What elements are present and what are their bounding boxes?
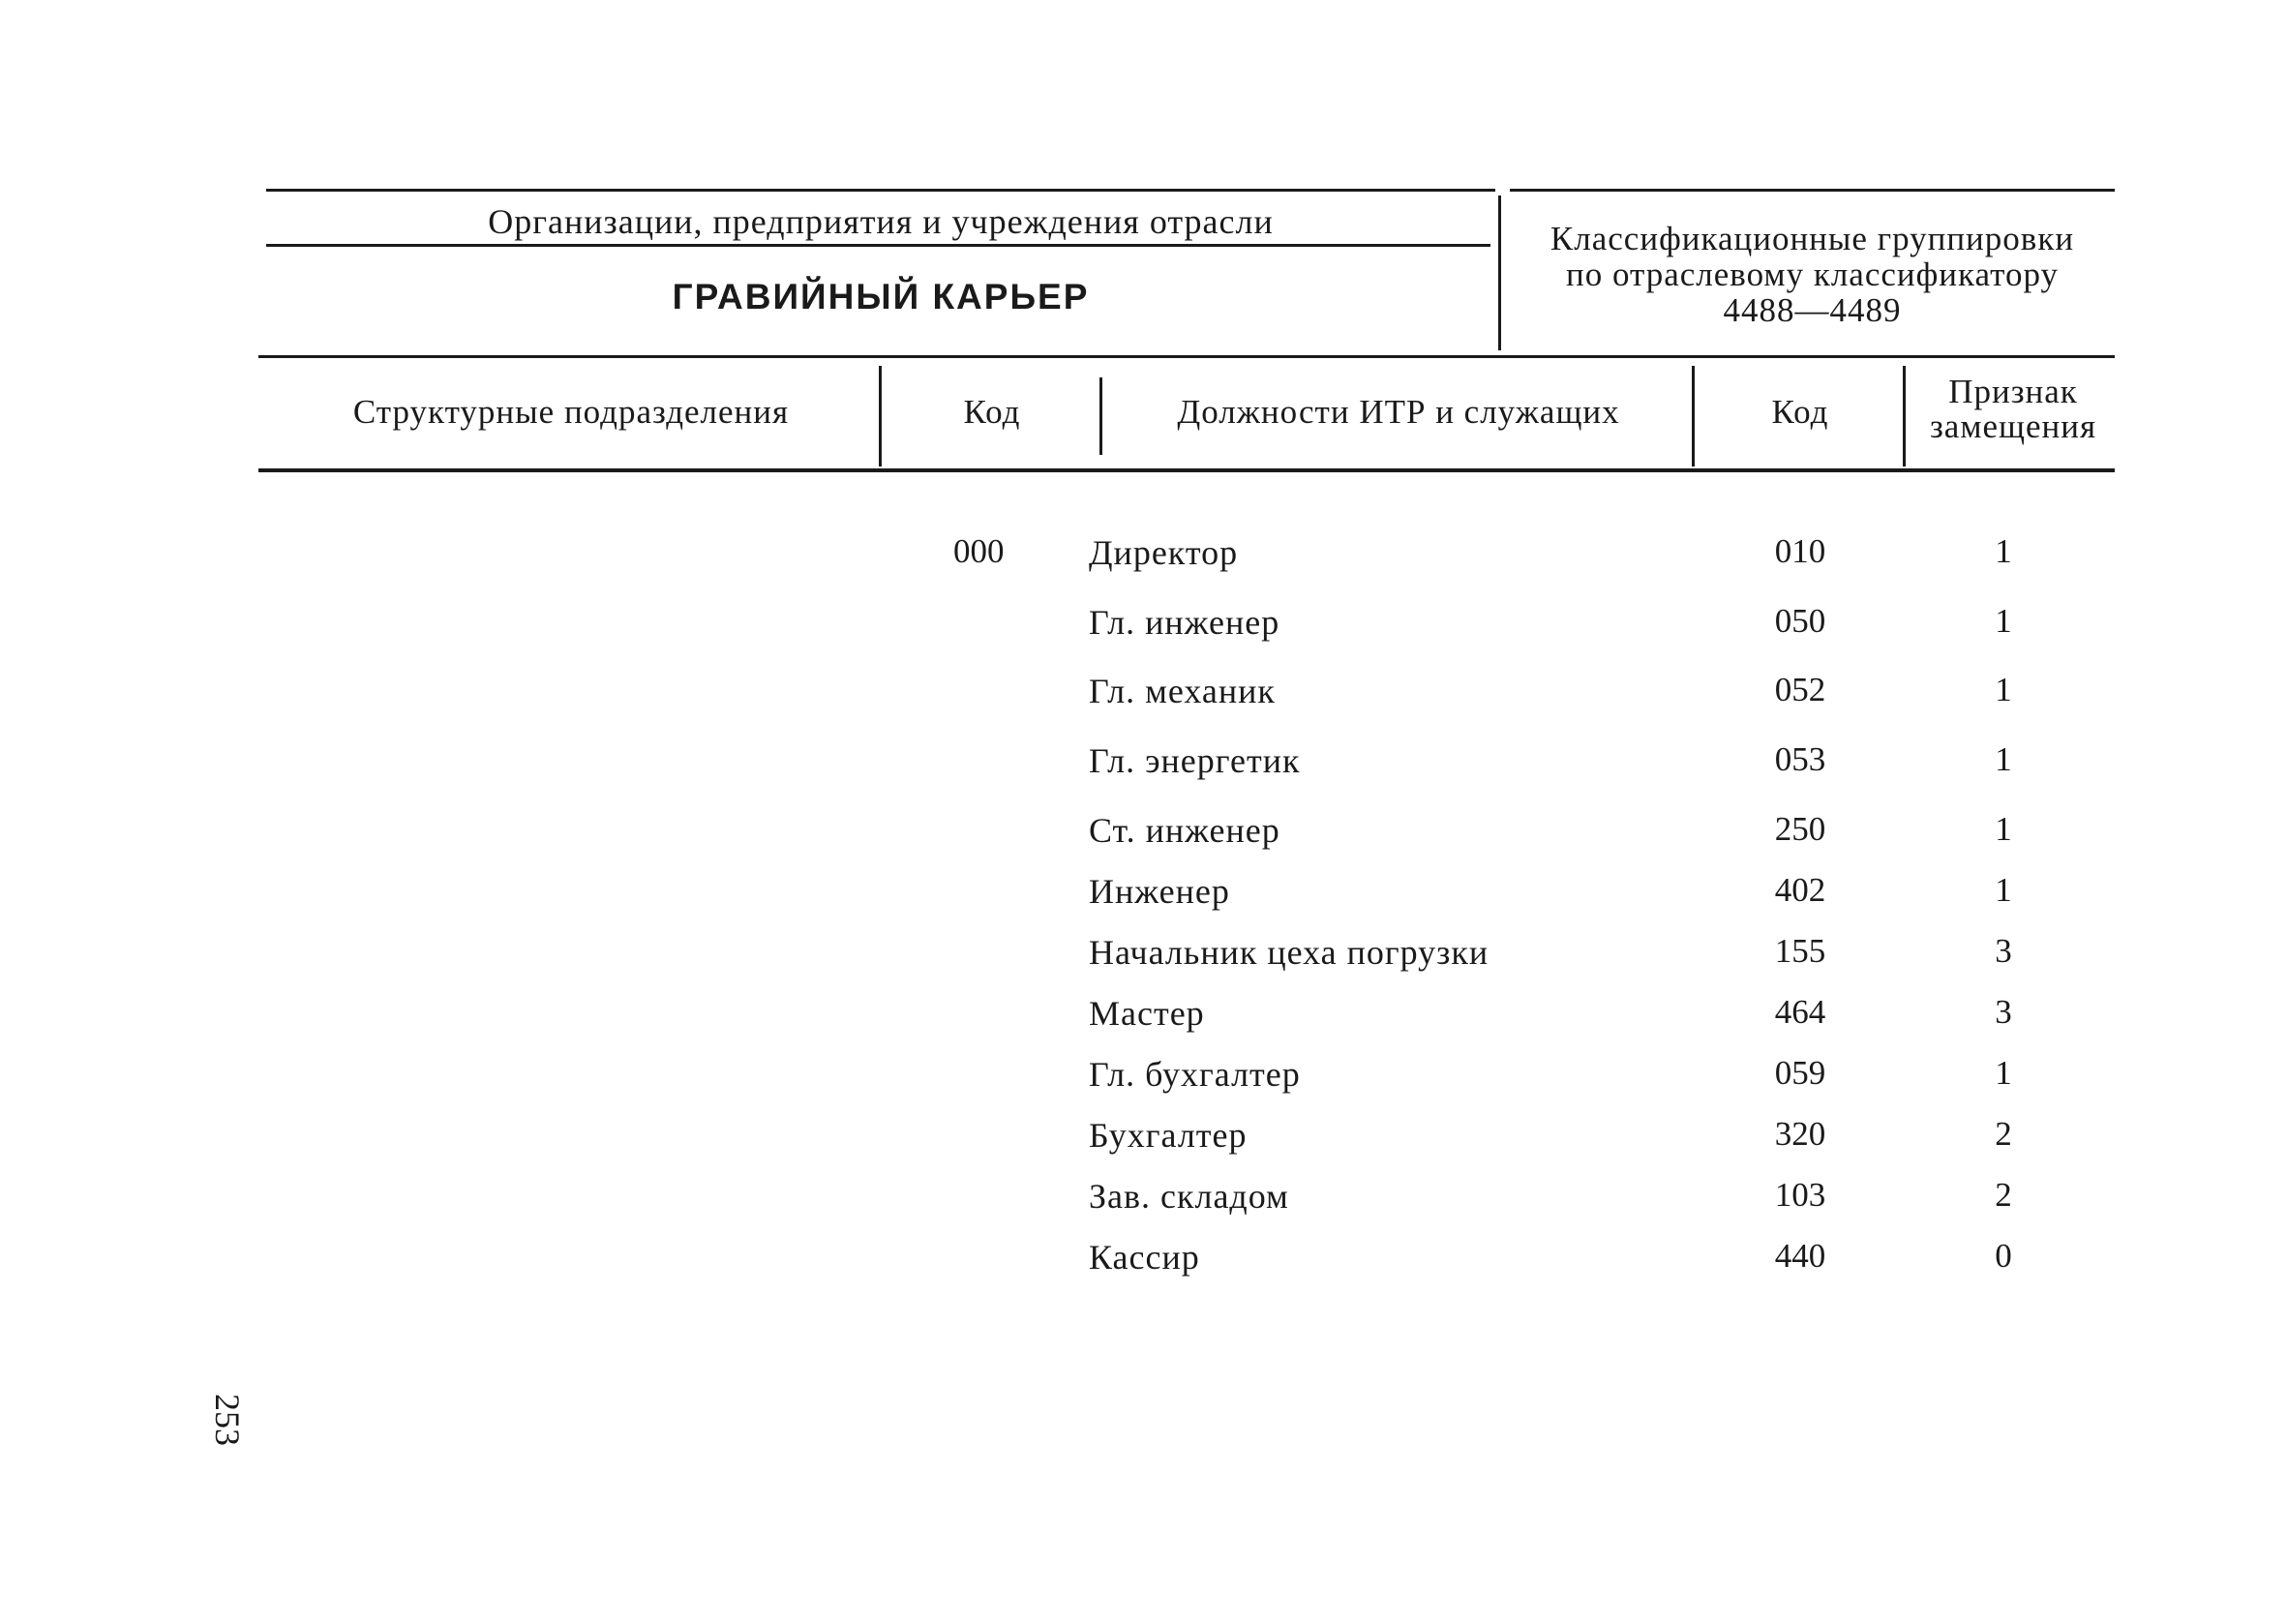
post-name: Мастер [1089,994,1205,1033]
replacement-sign: 1 [1995,671,2012,708]
replacement-sign: 2 [1995,1115,2012,1153]
replacement-sign: 0 [1995,1237,2012,1275]
column-header-top-rule [258,355,2115,358]
replacement-sign: 2 [1995,1176,2012,1214]
post-name: Гл. механик [1089,672,1276,710]
post-name: Начальник цеха погрузки [1089,933,1490,972]
post-code: 250 [1774,810,1826,848]
column-header-sign-line-2: замещения [1929,407,2097,445]
post-code: 050 [1774,602,1826,640]
classification-line-1: Классификационные группировки [1550,220,2075,257]
column-header-sign [1907,375,2120,444]
classification-line-2: по отраслевому классификатору [1565,256,2060,293]
post-code: 440 [1774,1237,1826,1275]
post-name: Ст. инженер [1089,811,1280,850]
replacement-sign: 1 [1995,740,2012,778]
post-code: 155 [1774,932,1826,970]
post-code: 103 [1774,1176,1826,1214]
column-header-code-post: Код [1771,393,1829,431]
post-name: Кассир [1089,1238,1200,1277]
top-rule-right [1510,189,2115,192]
post-code: 053 [1774,740,1826,778]
replacement-sign: 1 [1995,532,2012,570]
post-code: 059 [1774,1054,1826,1092]
header-divider [1498,195,1501,350]
column-header-post: Должности ИТР и служащих [1177,393,1620,431]
replacement-sign: 1 [1995,871,2012,909]
column-header-bottom-rule [258,468,2115,472]
org-caption: Организации, предприятия и учреждения отрасли [488,202,1274,241]
column-header-struct: Структурные подразделения [352,393,790,431]
page-number: 253 [208,1394,247,1446]
org-name: ГРАВИЙНЫЙ КАРЬЕР [672,277,1090,316]
classification-block [1510,221,2115,328]
classification-range: 4488—4489 [1723,291,1902,329]
post-name: Зав. складом [1089,1177,1289,1216]
post-code: 464 [1774,993,1826,1031]
replacement-sign: 3 [1995,932,2012,970]
post-name: Бухгалтер [1089,1116,1248,1155]
top-rule-left [266,189,1495,192]
col-divider-4 [1903,366,1906,466]
post-name: Гл. энергетик [1089,741,1301,780]
replacement-sign: 1 [1995,810,2012,848]
org-caption-underline [266,244,1490,247]
col-divider-2 [1099,377,1102,455]
post-code: 320 [1774,1115,1826,1153]
post-name: Гл. бухгалтер [1089,1055,1301,1094]
replacement-sign: 1 [1995,602,2012,640]
post-name: Инженер [1089,872,1230,911]
replacement-sign: 3 [1995,993,2012,1031]
column-header-code-unit: Код [963,393,1021,431]
column-header-sign-line-1: Признак [1948,373,2078,410]
unit-code: 000 [953,532,1005,570]
post-code: 052 [1774,671,1826,708]
post-code: 010 [1774,532,1826,570]
post-name: Директор [1089,533,1239,572]
post-name: Гл. инженер [1089,603,1280,642]
post-code: 402 [1774,871,1826,909]
replacement-sign: 1 [1995,1054,2012,1092]
